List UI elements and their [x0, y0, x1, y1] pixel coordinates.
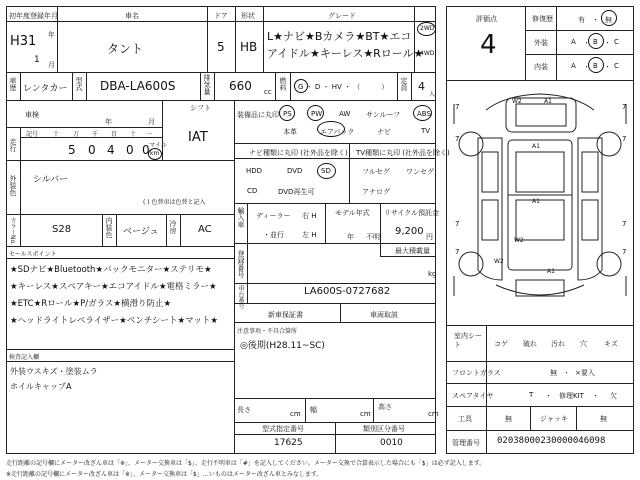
model-year-unknown: 不明 — [366, 233, 380, 241]
height-label: 高さ — [378, 403, 392, 411]
history-label: 車歴 — [9, 77, 17, 91]
interior-grade-option: C — [614, 62, 619, 70]
damage-mark: W2 — [512, 98, 522, 105]
type-no-label: 型式指定番号 — [262, 425, 304, 433]
mileage-digit: 0 — [88, 143, 96, 157]
divider — [335, 422, 336, 453]
reg-no-label: 登録番号 — [237, 250, 245, 278]
mileage-digit: 0 — [126, 143, 134, 157]
divider — [556, 6, 557, 80]
history-value: レンタカー — [23, 84, 68, 94]
capacity-label: 定員 — [400, 77, 408, 91]
ps-circle-mark — [279, 105, 295, 121]
divider — [446, 383, 634, 384]
spare-tire-label: スペアタイヤ — [452, 392, 494, 400]
chassis-value: LA600S-0727682 — [304, 286, 391, 297]
damage-mark: W2 — [514, 237, 524, 244]
parallel-label: ・並行 — [263, 231, 284, 239]
mgmt-value: 02038000230000046098 — [497, 436, 606, 446]
navi-type-label: ナビ種類に丸印 (社外品を除く) — [249, 149, 348, 157]
ac-label: 冷房 — [169, 220, 177, 234]
shaken-label: 車検 — [25, 111, 39, 119]
damage-mark: A1 — [532, 143, 540, 150]
exterior-grade-option: A — [571, 38, 576, 46]
pw-circle-mark — [307, 105, 324, 121]
reg-year-label: 初年度登録年月 — [9, 12, 58, 20]
divider — [6, 72, 436, 73]
divider — [380, 203, 381, 243]
mileage-unit: 十 — [53, 131, 60, 138]
door-count: 5 — [217, 40, 225, 54]
equipment-label: 装備品に丸印 — [237, 111, 279, 119]
equipment-item: PW — [311, 110, 323, 118]
body-shape: HB — [240, 40, 258, 54]
color-note: ( ) 色替車は色替と記入 — [143, 199, 206, 206]
model-label: 型式 — [75, 77, 83, 91]
seat-option: 穴 — [580, 340, 587, 348]
divider — [6, 160, 234, 161]
equipment-item: PS — [283, 110, 292, 118]
abs-circle-mark — [413, 105, 432, 121]
divider — [86, 72, 87, 100]
divider — [305, 398, 306, 422]
divider — [263, 6, 264, 72]
repair-option: ・ — [592, 16, 599, 24]
divider — [380, 243, 381, 256]
mile-label: マイル — [149, 142, 167, 149]
spare-tire-option: 欠 — [610, 392, 617, 400]
fuel-options: G ・ D ・ HV ・ （ ） — [298, 83, 389, 91]
diagram-side-label: 7 — [455, 220, 460, 228]
damage-mark: W2 — [494, 258, 504, 265]
model-year-label: モデル年式 — [335, 209, 370, 217]
divider — [446, 406, 634, 407]
selling-point: ★SDナビ★Bluetooth★バックモニター★ステリモ★ — [10, 265, 212, 275]
seat-option: キズ — [604, 340, 618, 348]
mileage-unit: 百 — [111, 131, 118, 138]
divider — [6, 100, 436, 101]
month-unit: 月 — [48, 61, 55, 69]
tv-type-label: TV種類に丸印 (社外品を除く) — [356, 149, 450, 157]
max-load-label: 最大積載量 — [395, 247, 430, 255]
airbag-circle-mark — [317, 121, 345, 137]
interior-grade-option: ・ — [583, 63, 590, 71]
divider — [525, 6, 526, 80]
divider — [20, 137, 162, 138]
mileage-unit: 十 — [130, 131, 137, 138]
divider — [576, 406, 577, 430]
length-cm: cm — [290, 410, 301, 418]
inspector-note-1: 外装ウスキズ・塗装ムラ — [10, 367, 98, 376]
divider — [180, 214, 181, 246]
exterior-grade-option: B — [593, 38, 598, 46]
mileage-label: 走行 — [9, 138, 17, 152]
equipment-item: TV — [421, 127, 431, 135]
exterior-grade-option: ・ — [583, 39, 590, 47]
recycle-label: リサイクル預託金 — [384, 209, 440, 217]
divider — [525, 54, 634, 55]
height-cm: cm — [428, 410, 439, 418]
cc-unit: cc — [264, 88, 272, 96]
diagram-side-label: 7 — [622, 135, 627, 143]
navi-item: DVD — [287, 167, 303, 175]
seat-label: 室内シート — [454, 332, 482, 350]
car-name-label: 車名 — [125, 12, 139, 20]
navi-item: HDD — [246, 167, 263, 175]
front-glass-option: ・ — [563, 369, 570, 377]
spare-tire-option: 修理KIT — [559, 392, 584, 400]
diagram-side-label: 7 — [455, 135, 460, 143]
front-glass-label: フロントガラス — [452, 369, 501, 377]
divider — [234, 283, 436, 284]
divider — [20, 160, 21, 246]
equipment-item: サンルーフ — [366, 111, 401, 119]
class-no-label: 類別区分番号 — [363, 425, 405, 433]
exterior-color-label: 外装色 — [9, 175, 17, 196]
mileage-unit: 記号 — [26, 131, 39, 138]
divider — [325, 203, 326, 243]
diagram-side-label: 7 — [455, 103, 460, 111]
damage-mark: A1 — [547, 268, 555, 275]
divider — [6, 349, 234, 350]
divider — [102, 214, 103, 246]
mileage-digit: 4 — [107, 143, 115, 157]
tv-item: フルセグ — [362, 168, 390, 176]
diagram-side-label: 7 — [622, 248, 627, 256]
capacity-value: 4 — [418, 80, 425, 93]
selling-point: ★ヘッドライトレベライザー★ベンチシート★マット★ — [10, 316, 218, 326]
divider — [20, 127, 21, 160]
drive-2wd: 2WD — [420, 25, 435, 32]
repair-circle-mark — [601, 10, 617, 26]
divider — [166, 214, 167, 246]
front-glass-option: ×要入 — [575, 369, 595, 377]
divider — [6, 127, 162, 128]
seat-option: 破れ — [523, 340, 537, 348]
divider — [247, 243, 248, 283]
divider — [20, 72, 21, 100]
diagram-side-label: 7 — [455, 248, 460, 256]
interior-grade-option: B — [593, 62, 598, 70]
mileage-digit: 0 — [142, 143, 150, 157]
chassis-label: 車台番号 — [237, 285, 244, 309]
exterior-grade-option: C — [614, 38, 619, 46]
divider — [411, 72, 412, 100]
divider — [72, 72, 73, 100]
ac-value: AC — [198, 224, 212, 235]
inspector-notes-label: 検査記入欄 — [9, 354, 40, 361]
right-hand-label: 右 H — [302, 212, 317, 220]
import-label: 輸入車 — [237, 207, 245, 228]
divider — [207, 6, 208, 72]
interior-grade-option: ・ — [604, 63, 611, 71]
displacement-label: 排気量 — [203, 74, 211, 95]
divider — [397, 72, 398, 100]
exterior-circle-mark — [588, 33, 604, 49]
recycle-value: 9,200 — [395, 226, 424, 237]
divider — [162, 100, 163, 160]
length-label: 長さ — [237, 406, 251, 414]
divider — [373, 398, 374, 422]
equipment-item: AW — [339, 110, 351, 118]
mileage-digit: 5 — [68, 143, 76, 157]
displacement-value: 660 — [229, 79, 252, 93]
car-damage-diagram — [446, 80, 634, 325]
interior-circle-mark — [588, 57, 604, 73]
divider — [446, 430, 634, 431]
shift-label: シフト — [190, 104, 211, 112]
divider — [290, 72, 291, 100]
repair-label: 修復歴 — [532, 15, 553, 23]
yen-unit: 円 — [426, 233, 433, 241]
spare-tire-option: ・ — [545, 392, 552, 400]
type-no-value: 17625 — [274, 438, 303, 448]
jack-label: ジャッキ — [540, 415, 568, 423]
people-unit: 人 — [429, 91, 436, 98]
selling-points-label: セールスポイント — [9, 251, 57, 258]
mileage-unit: 一 — [146, 131, 153, 138]
divider — [340, 303, 341, 322]
interior-color-value: ベージュ — [123, 227, 159, 237]
notes-label: 注意事項・不具合箇所 — [237, 328, 298, 335]
navi-item: CD — [247, 187, 258, 195]
mileage-unit: 千 — [92, 131, 99, 138]
model-year-unit: 年 — [347, 233, 354, 241]
tv-item: アナログ — [362, 188, 390, 196]
drive-4wd: 4WD — [420, 50, 435, 57]
equipment-item: ABS — [417, 110, 431, 118]
notes-value: ◎後期(H28.11~SC) — [240, 341, 325, 351]
divider — [234, 243, 436, 244]
divider — [234, 303, 436, 304]
divider — [116, 214, 117, 246]
divider — [234, 398, 436, 399]
divider — [235, 6, 236, 72]
exterior-color-value: シルバー — [33, 175, 69, 185]
equipment-item: エアバック — [320, 128, 355, 136]
car-name: タント — [107, 42, 144, 56]
footer-note-1: 走行距離の記号欄にメーター改ざん車は「※」、メーター交換車は「$」、走行不明車は「#」を記入してください。メーター交換で合算表示した場合にも「$」は必ず記入します。 — [6, 460, 486, 467]
divider — [6, 361, 234, 362]
dealer-label: ディーラー — [256, 212, 291, 220]
year-unit: 年 — [48, 31, 55, 39]
mgmt-label: 管理番号 — [452, 439, 480, 447]
divider — [414, 6, 415, 72]
grade-line-1: L★ナビ★Bカメラ★BT★エコ — [267, 30, 412, 43]
mileage-unit: 万 — [73, 131, 80, 138]
selling-point: ★キーレス★スペアキー★エコアイドル★電格ミラー★ — [10, 282, 217, 292]
tool-value: 無 — [505, 415, 512, 423]
exterior-grade-label: 外装 — [534, 39, 548, 47]
divider — [349, 143, 350, 203]
spare-tire-option: ・ — [592, 392, 599, 400]
color-no-label: カラーNo. — [9, 217, 16, 245]
navi-item: DVD再生可 — [278, 188, 315, 196]
exterior-grade-option: ・ — [604, 39, 611, 47]
divider — [6, 258, 234, 259]
grade-line-2: アイドル★キーレス★Rロール★ — [267, 47, 424, 60]
repair-option: 無 — [605, 16, 612, 24]
divider — [234, 203, 436, 204]
class-no-value: 0010 — [380, 438, 403, 448]
inspector-note-2: ホイルキャップA — [10, 382, 72, 391]
divider — [6, 246, 234, 247]
manual-label: 車両取説 — [370, 311, 398, 319]
divider — [214, 72, 215, 100]
score-value: 4 — [480, 30, 497, 60]
divider — [530, 406, 531, 430]
diagram-side-label: 7 — [622, 220, 627, 228]
divider — [6, 214, 234, 215]
navi-item: SD — [321, 167, 331, 175]
divider — [6, 21, 436, 22]
score-label: 評価点 — [476, 15, 497, 23]
new-warranty-label: 新車保証書 — [268, 311, 303, 319]
reg-month: 1 — [34, 55, 40, 65]
divider — [234, 143, 436, 144]
width-cm: cm — [360, 410, 371, 418]
divider — [380, 256, 436, 257]
equipment-item: ナビ — [377, 128, 391, 136]
width-label: 幅 — [310, 406, 317, 414]
divider — [446, 325, 634, 326]
color-no-value: S28 — [52, 224, 72, 235]
interior-color-label: 内装色 — [105, 217, 113, 238]
divider — [200, 72, 201, 100]
tv-item: ワンセグ — [406, 168, 434, 176]
interior-grade-label: 内装 — [534, 63, 548, 71]
equipment-item: 本革 — [283, 128, 297, 136]
shaken-month: 月 — [148, 118, 155, 126]
divider — [525, 30, 634, 31]
repair-option: 有 — [578, 16, 585, 24]
divider — [234, 158, 436, 159]
model-value: DBA-LA600S — [100, 79, 176, 93]
kg-unit: kg — [428, 270, 437, 278]
interior-grade-option: A — [571, 62, 576, 70]
shaken-year: 年 — [105, 118, 112, 126]
divider — [486, 325, 487, 453]
km-label: km — [150, 150, 160, 157]
divider — [234, 322, 436, 323]
divider — [234, 434, 436, 435]
fuel-label: 燃料 — [279, 77, 287, 91]
divider — [247, 283, 248, 303]
damage-mark: A1 — [544, 98, 552, 105]
front-glass-option: 無 — [550, 369, 557, 377]
spare-tire-option: T — [529, 391, 534, 399]
door-label: ドア — [214, 12, 228, 20]
divider — [247, 203, 248, 243]
jack-value: 無 — [600, 415, 607, 423]
selling-point: ★ETC★Rロール★P/ガラス★横滑り防止★ — [10, 299, 172, 309]
sd-circle-mark — [317, 163, 336, 179]
damage-mark: A1 — [532, 198, 540, 205]
seat-option: コゲ — [494, 340, 508, 348]
divider — [446, 361, 634, 362]
grade-label: グレード — [328, 12, 356, 20]
footer-note-2: ※走行距離の記号欄にメーター改ざん車は「※」、メーター交換車は「$」…いものはメーター改ざん車とみなします。 — [6, 471, 323, 478]
tool-label: 工具 — [458, 415, 472, 423]
divider — [275, 72, 276, 100]
seat-option: 汚れ — [551, 340, 565, 348]
reg-year: H31 — [10, 34, 37, 49]
divider — [234, 100, 235, 453]
diagram-side-label: 7 — [622, 103, 627, 111]
shift-value: IAT — [188, 130, 208, 145]
left-hand-label: 左 H — [302, 231, 317, 239]
shape-label: 形状 — [241, 12, 255, 20]
